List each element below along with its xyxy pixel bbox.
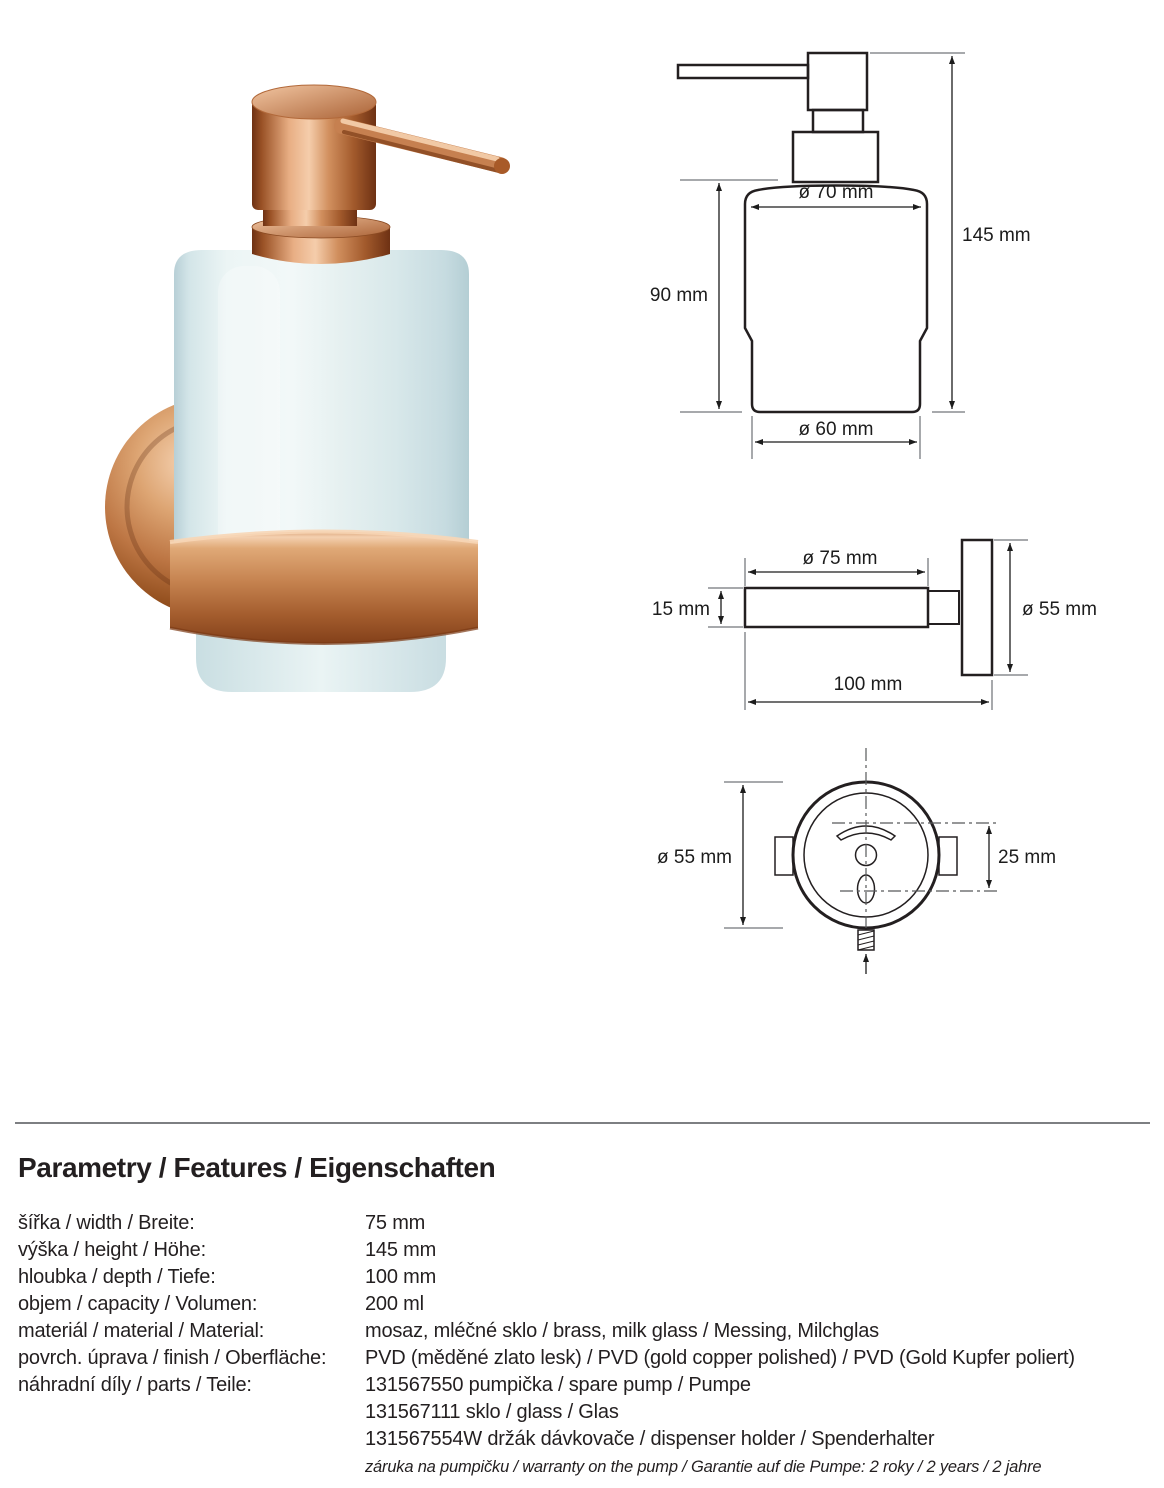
param-row-warranty-note (18, 1456, 1150, 1483)
drawing-side-view (630, 520, 1110, 720)
param-row-capacity (18, 1292, 1150, 1319)
dim-bottom-diameter: ø 60 mm (798, 419, 874, 440)
param-label: povrch. úprava / finish / Oberfläche: (18, 1347, 327, 1369)
front-extension-lines (680, 53, 965, 459)
section-divider (15, 1122, 1150, 1124)
front-bottle (745, 186, 927, 413)
param-value: 131567550 pumpička / spare pump / Pumpe (365, 1374, 751, 1396)
side-holder-arm (745, 588, 928, 627)
param-row-parts-2 (18, 1400, 1150, 1427)
front-pump-head (808, 53, 867, 110)
parameters-table (18, 1211, 1150, 1483)
dim-arm-diameter: ø 75 mm (802, 548, 878, 569)
parameters-heading: Parametry / Features / Eigenschaften (18, 1152, 496, 1183)
param-value: 131567111 sklo / glass / Glas (365, 1401, 619, 1423)
param-row-parts-1 (18, 1373, 1150, 1400)
dim-body-height: 90 mm (649, 285, 708, 306)
param-label (18, 1456, 365, 1483)
param-row-height (18, 1238, 1150, 1265)
param-value: 200 ml (365, 1293, 424, 1315)
param-label: šířka / width / Breite: (18, 1212, 195, 1234)
param-row-width (18, 1211, 1150, 1238)
mount-centerlines (832, 748, 998, 928)
param-row-depth (18, 1265, 1150, 1292)
mount-left-tab (775, 837, 793, 875)
front-spout (678, 65, 808, 78)
front-outline (678, 53, 927, 412)
side-connector (928, 591, 959, 624)
param-row-parts-3 (18, 1427, 1150, 1454)
param-label (18, 1427, 365, 1454)
param-label: náhradní díly / parts / Teile: (18, 1374, 252, 1396)
param-value: 131567554W držák dávkovače / dispenser holder / Spenderhalter (365, 1428, 935, 1450)
dim-total-height: 145 mm (962, 225, 1031, 246)
dim-arm-thickness: 15 mm (651, 599, 710, 620)
front-pump-collar (793, 132, 878, 182)
front-dimension-lines (719, 56, 952, 442)
dim-mount-offset: 25 mm (998, 847, 1057, 868)
param-value: 75 mm (365, 1212, 426, 1234)
mount-screw (858, 930, 874, 974)
dim-plate-diameter: ø 55 mm (1022, 599, 1097, 620)
dim-mount-diameter: ø 55 mm (657, 847, 732, 868)
drawing-front-view (620, 40, 1040, 460)
product-photo (40, 60, 580, 720)
param-label: objem / capacity / Volumen: (18, 1293, 258, 1315)
front-pump-neck (813, 110, 863, 132)
param-label: hloubka / depth / Tiefe: (18, 1266, 216, 1288)
param-label (18, 1400, 365, 1427)
param-label: materiál / material / Material: (18, 1320, 265, 1342)
pump-head (252, 85, 376, 210)
dim-top-diameter: ø 70 mm (798, 182, 874, 203)
param-row-material (18, 1319, 1150, 1346)
param-row-finish (18, 1346, 1150, 1373)
side-wall-plate (962, 540, 992, 675)
param-label: výška / height / Höhe: (18, 1239, 206, 1261)
holder-ring (170, 532, 478, 644)
mount-extension-lines (724, 782, 783, 928)
param-value: 100 mm (365, 1266, 437, 1288)
warranty-note: záruka na pumpičku / warranty on the pump / Garantie auf die Pumpe: 2 roky / 2 years / 2 jahre (365, 1458, 1042, 1476)
param-value: mosaz, mléčné sklo / brass, milk glass / Messing, Milchglas (365, 1320, 879, 1342)
dim-depth: 100 mm (833, 674, 903, 695)
param-value: PVD (měděné zlato lesk) / PVD (gold copper polished) / PVD (Gold Kupfer poliert) (365, 1347, 1075, 1369)
drawing-mount-view (620, 740, 1100, 1020)
param-value: 145 mm (365, 1239, 437, 1261)
mount-right-tab (939, 837, 957, 875)
